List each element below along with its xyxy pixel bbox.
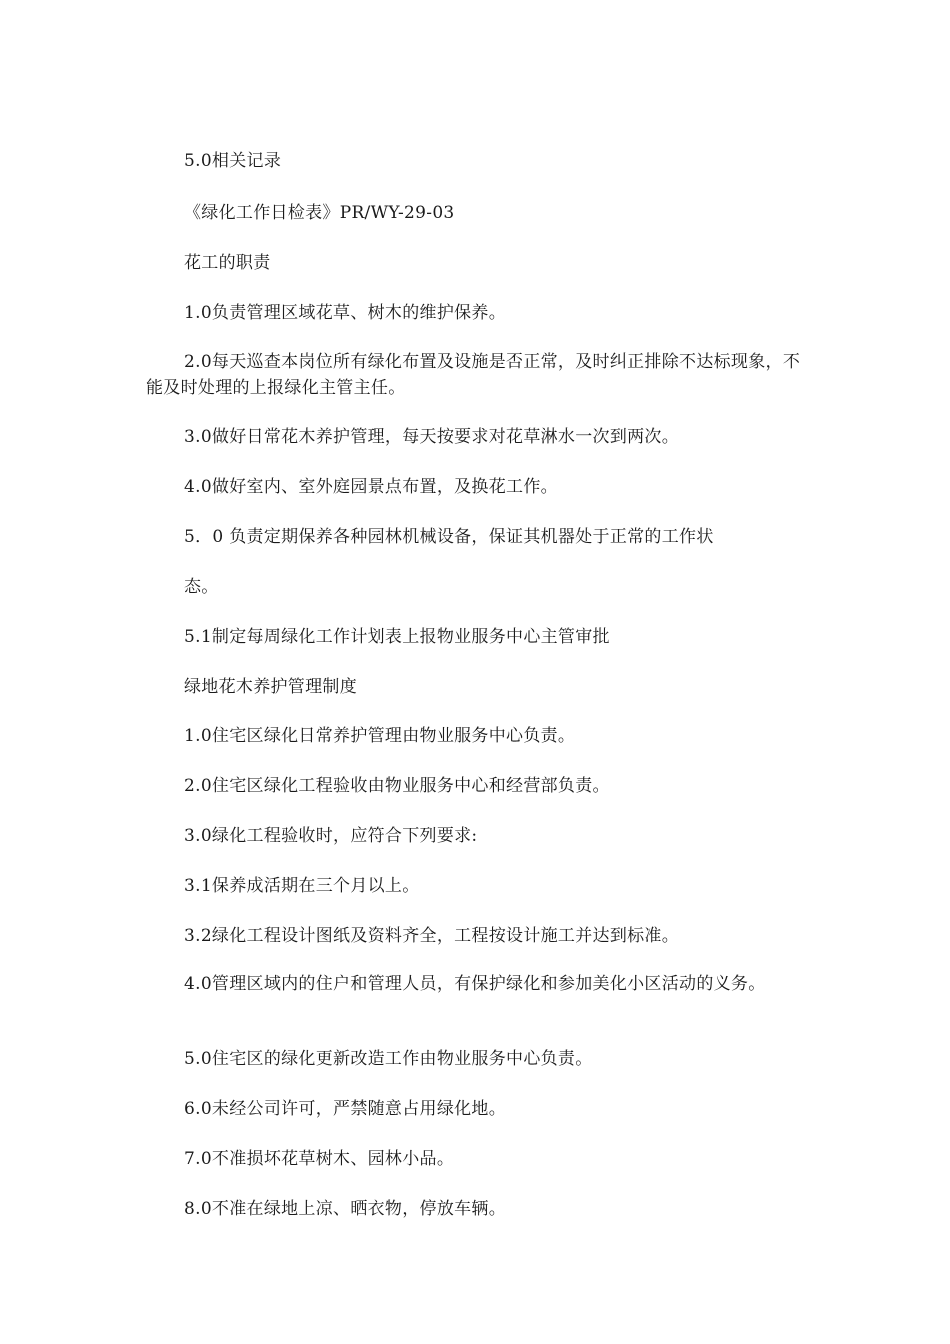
rule-item-3-2: 3.2绿化工程设计图纸及资料齐全，工程按设计施工并达到标准。 xyxy=(184,926,680,946)
rule-item-3-1: 3.1保养成活期在三个月以上。 xyxy=(184,876,420,896)
rule-item-2: 2.0住宅区绿化工程验收由物业服务中心和经营部负责。 xyxy=(184,776,610,796)
rule-item-7: 7.0不准损坏花草树木、园林小品。 xyxy=(184,1149,455,1169)
rule-item-6: 6.0未经公司许可，严禁随意占用绿化地。 xyxy=(184,1099,507,1119)
duty-item-5: 5．0 负责定期保养各种园林机械设备，保证其机器处于正常的工作状 xyxy=(184,527,714,547)
rule-item-1: 1.0住宅区绿化日常养护管理由物业服务中心负责。 xyxy=(184,726,576,746)
duty-item-5-1: 5.1制定每周绿化工作计划表上报物业服务中心主管审批 xyxy=(184,627,610,647)
rule-item-5: 5.0住宅区的绿化更新改造工作由物业服务中心负责。 xyxy=(184,1049,593,1069)
record-form-reference: 《绿化工作日检表》PR/WY-29-03 xyxy=(184,203,455,223)
duty-item-4: 4.0做好室内、室外庭园景点布置，及换花工作。 xyxy=(184,477,558,497)
section-heading-maintenance-rules: 绿地花木养护管理制度 xyxy=(184,677,357,697)
rule-item-4: 4.0管理区域内的住户和管理人员，有保护绿化和参加美化小区活动的义务。 xyxy=(184,974,766,994)
rule-item-8: 8.0不准在绿地上凉、晒衣物，停放车辆。 xyxy=(184,1199,507,1219)
duty-item-1: 1.0负责管理区域花草、树木的维护保养。 xyxy=(184,303,507,323)
section-heading-gardener-duties: 花工的职责 xyxy=(184,253,271,273)
rule-item-3: 3.0绿化工程验收时，应符合下列要求: xyxy=(184,826,478,846)
duty-item-3: 3.0做好日常花木养护管理，每天按要求对花草淋水一次到两次。 xyxy=(184,427,680,447)
section-heading-related-records: 5.0相关记录 xyxy=(184,151,282,171)
duty-item-2: 2.0每天巡查本岗位所有绿化布置及设施是否正常，及时纠正排除不达标现象，不能及时处理的上报绿化主管主任。 xyxy=(146,352,801,398)
duty-item-5-continuation: 态。 xyxy=(184,577,219,597)
